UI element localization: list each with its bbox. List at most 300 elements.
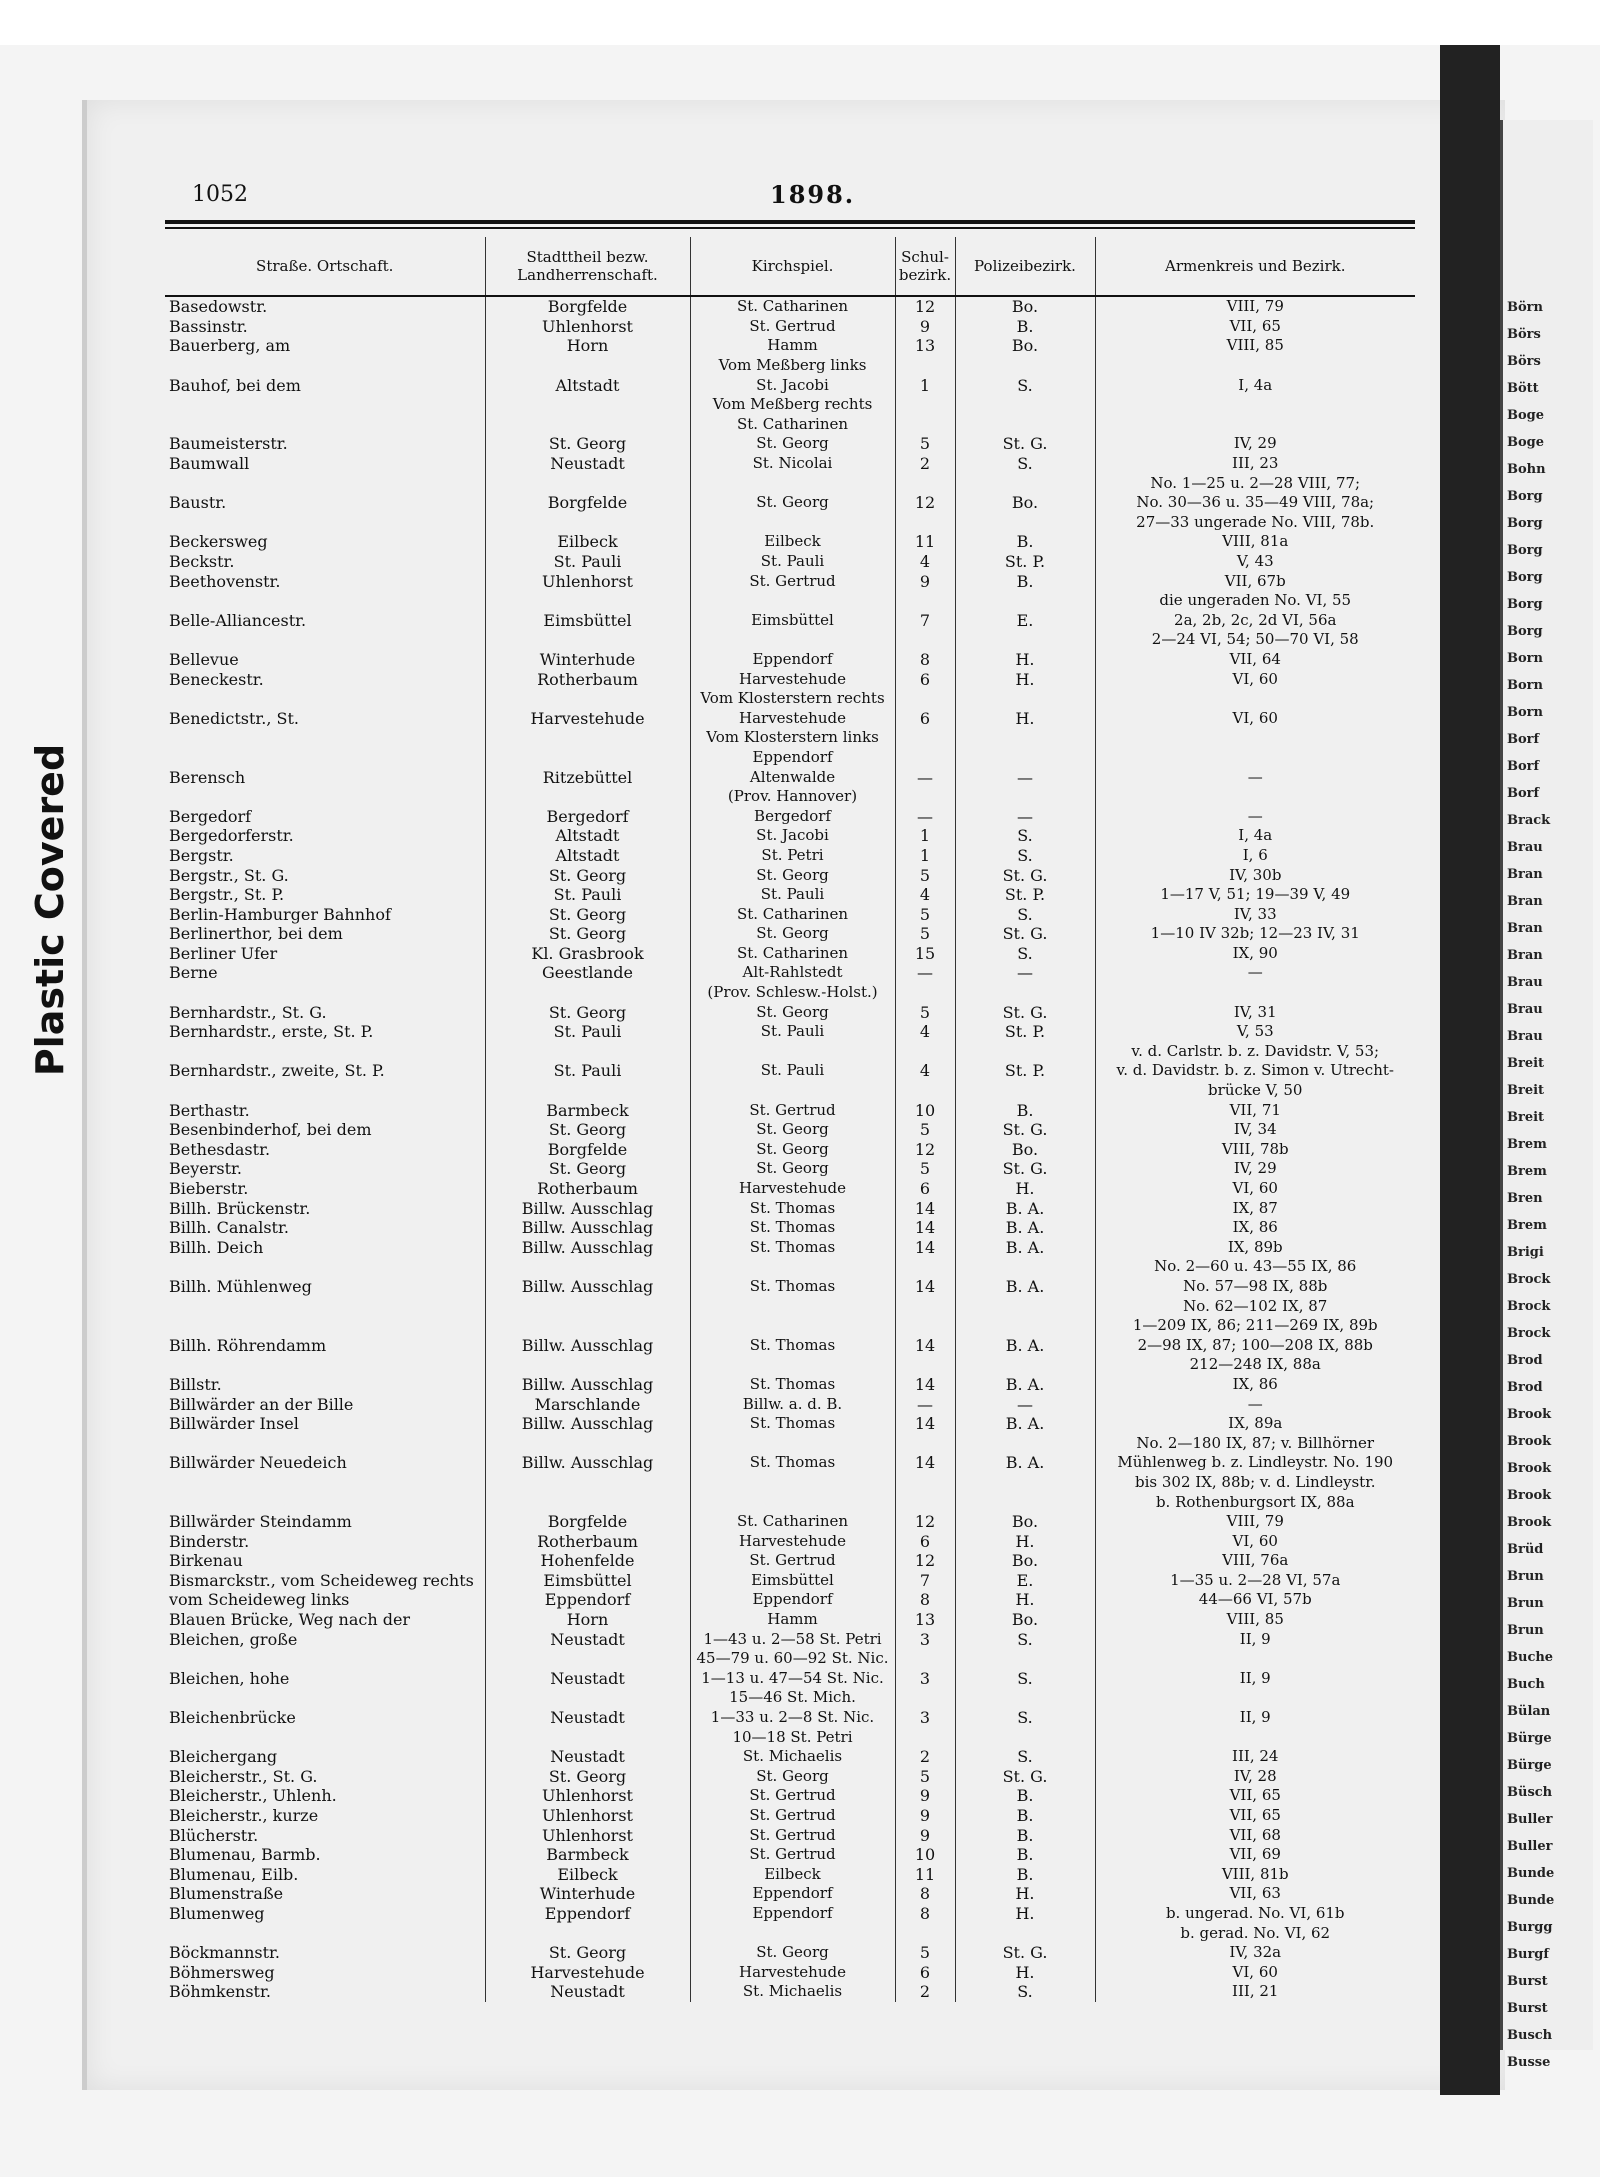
district-cell: Bergedorf [485,806,690,826]
school-cell: 4 [895,1061,955,1081]
poor-district-cell: No. 57—98 IX, 88b [1095,1277,1415,1297]
poor-district-cell: — [1095,1394,1415,1414]
poor-district-cell: VIII, 81b [1095,1865,1415,1885]
district-cell: Eilbeck [485,532,690,552]
school-cell [895,1688,955,1708]
poor-district-cell: VII, 63 [1095,1884,1415,1904]
parish-cell: Harvestehude [690,708,895,728]
street-cell [165,1473,485,1493]
street-cell: Beckstr. [169,552,235,572]
poor-district-cell: die ungeraden No. VI, 55 [1095,591,1415,611]
parish-cell: St. Georg [690,1159,895,1179]
school-cell: 2 [895,454,955,474]
parish-cell: St. Georg [690,865,895,885]
poor-district-cell: — [1095,963,1415,983]
school-cell [895,1081,955,1101]
table-row [165,1120,1415,1140]
parish-cell: St. Gertrud [690,571,895,591]
police-cell: E. [955,1571,1095,1591]
poor-district-cell: IX, 89b [1095,1238,1415,1258]
street-cell [165,1649,485,1669]
school-cell [895,473,955,493]
table-row [165,1610,1415,1630]
district-cell [485,748,690,768]
police-cell: B. [955,1845,1095,1865]
adjacent-page-fragment: Brun [1507,1569,1544,1584]
school-cell: 5 [895,1159,955,1179]
poor-district-cell [1095,1649,1415,1669]
street-cell: Böckmannstr. [169,1943,280,1963]
poor-district-cell: II, 9 [1095,1629,1415,1649]
table-row [165,806,1415,826]
district-cell: Uhlenhorst [485,571,690,591]
table-row [165,317,1415,337]
police-cell: B. A. [955,1375,1095,1395]
street-cell: Bleicherstr., St. G. [169,1766,318,1786]
poor-district-cell: — [1095,806,1415,826]
poor-district-cell: 1—209 IX, 86; 211—269 IX, 89b [1095,1316,1415,1336]
poor-district-cell [1095,689,1415,709]
adjacent-page-fragment: Brem [1507,1218,1547,1233]
district-cell [485,1433,690,1453]
table-row [165,1473,1415,1493]
poor-district-cell: IX, 89a [1095,1414,1415,1434]
school-cell: 14 [895,1453,955,1473]
school-cell [895,1042,955,1062]
street-cell [165,473,485,493]
adjacent-page-fragment: Borf [1507,732,1540,747]
police-cell: St. G. [955,1120,1095,1140]
school-cell: 4 [895,1022,955,1042]
school-cell [895,748,955,768]
poor-district-cell: VII, 65 [1095,1786,1415,1806]
parish-cell: Harvestehude [690,669,895,689]
parish-cell: St. Catharinen [690,1512,895,1532]
poor-district-cell: II, 9 [1095,1669,1415,1689]
police-cell: Bo. [955,1140,1095,1160]
street-cell [165,728,485,748]
district-cell [485,415,690,435]
police-cell: B. A. [955,1198,1095,1218]
police-cell: B. A. [955,1277,1095,1297]
police-cell: St. G. [955,1002,1095,1022]
table-row [165,630,1415,650]
police-cell [955,1649,1095,1669]
street-cell: Baustr. [169,493,227,513]
parish-cell: (Prov. Schlesw.-Holst.) [690,983,895,1003]
poor-district-cell [1095,395,1415,415]
district-cell: St. Pauli [485,1061,690,1081]
street-cell: Bernhardstr., zweite, St. P. [169,1061,385,1081]
police-cell [955,1923,1095,1943]
school-cell [895,1492,955,1512]
police-cell: St. G. [955,865,1095,885]
district-cell: Neustadt [485,1747,690,1767]
adjacent-page-fragment: Brau [1507,1029,1543,1044]
parish-cell: Eimsbüttel [690,611,895,631]
table-row [165,1669,1415,1689]
district-cell: Winterhude [485,1884,690,1904]
street-cell: Billwärder Neuedeich [169,1453,347,1473]
police-cell [955,630,1095,650]
street-cell: Bauhof, bei dem [169,375,301,395]
police-cell: S. [955,944,1095,964]
district-cell: Ritzebüttel [485,767,690,787]
school-cell: 12 [895,1551,955,1571]
parish-cell: St. Jacobi [690,826,895,846]
street-cell: Bethesdastr. [169,1139,271,1159]
police-cell: — [955,963,1095,983]
school-cell [895,1257,955,1277]
poor-district-cell: b. Rothenburgsort IX, 88a [1095,1492,1415,1512]
street-cell: Billstr. [169,1374,222,1394]
adjacent-page-fragment: Borg [1507,543,1543,558]
parish-cell: St. Georg [690,1943,895,1963]
school-cell: 14 [895,1335,955,1355]
district-cell: St. Georg [485,1120,690,1140]
poor-district-cell [1095,356,1415,376]
table-row [165,473,1415,493]
scan-border-top [0,0,1600,45]
table-row [165,1355,1415,1375]
school-cell: 2 [895,1982,955,2002]
poor-district-cell: VIII, 78b [1095,1140,1415,1160]
district-cell [485,728,690,748]
adjacent-page-fragment: Burgg [1507,1920,1553,1935]
street-cell: Baumwall [169,454,250,474]
police-cell [955,1081,1095,1101]
parish-cell: Vom Meßberg links [690,356,895,376]
police-cell: B. [955,317,1095,337]
district-cell: Neustadt [485,454,690,474]
table-row [165,1140,1415,1160]
parish-cell: St. Jacobi [690,375,895,395]
parish-cell: St. Georg [690,1120,895,1140]
school-cell: 12 [895,1140,955,1160]
poor-district-cell: IX, 87 [1095,1198,1415,1218]
table-row [165,1081,1415,1101]
district-cell: Barmbeck [485,1845,690,1865]
police-cell [955,591,1095,611]
school-cell [895,1355,955,1375]
district-cell: Rotherbaum [485,669,690,689]
street-cell [165,1355,485,1375]
school-cell: 2 [895,1747,955,1767]
table-row [165,708,1415,728]
table-row [165,395,1415,415]
table-row [165,650,1415,670]
poor-district-cell: VIII, 81a [1095,532,1415,552]
table-row [165,963,1415,983]
school-cell: 10 [895,1845,955,1865]
adjacent-page-fragment: Busse [1507,2055,1551,2070]
poor-district-cell: VI, 60 [1095,1962,1415,1982]
table-row [165,865,1415,885]
poor-district-cell: IX, 86 [1095,1218,1415,1238]
poor-district-cell: No. 2—60 u. 43—55 IX, 86 [1095,1257,1415,1277]
table-row [165,1786,1415,1806]
school-cell [895,1473,955,1493]
side-label: Plastic Covered [28,743,72,1077]
school-cell: 12 [895,493,955,513]
parish-cell [690,513,895,533]
adjacent-page-fragment: Buch [1507,1677,1545,1692]
district-cell: St. Georg [485,1002,690,1022]
street-directory-table [165,237,1415,2002]
district-cell: Uhlenhorst [485,317,690,337]
table-row [165,1159,1415,1179]
adjacent-page-fragment: Buller [1507,1812,1553,1827]
adjacent-page-fragment: Bürge [1507,1731,1552,1746]
district-cell: Billw. Ausschlag [485,1277,690,1297]
street-cell: Bleichergang [169,1747,278,1767]
adjacent-page-fragment: Brun [1507,1623,1544,1638]
adjacent-page-fragment: Brack [1507,813,1551,828]
police-cell: St. G. [955,924,1095,944]
street-cell: Bergstr. [169,845,234,865]
table-row [165,1531,1415,1551]
parish-cell: St. Thomas [690,1453,895,1473]
poor-district-cell: No. 62—102 IX, 87 [1095,1296,1415,1316]
district-cell: Billw. Ausschlag [485,1414,690,1434]
table-row [165,356,1415,376]
adjacent-page-fragment: Brun [1507,1596,1544,1611]
police-cell: H. [955,1884,1095,1904]
poor-district-cell: IV, 28 [1095,1767,1415,1787]
table-row [165,375,1415,395]
school-cell: 9 [895,1825,955,1845]
poor-district-cell: IX, 86 [1095,1375,1415,1395]
street-cell: Bergedorf [169,806,252,826]
parish-cell: St. Georg [690,1002,895,1022]
district-cell: Billw. Ausschlag [485,1218,690,1238]
street-cell [165,983,485,1003]
parish-cell [690,1296,895,1316]
school-cell [895,395,955,415]
school-cell: — [895,806,955,826]
street-cell [165,1727,485,1747]
adjacent-page-fragment: Borf [1507,786,1540,801]
adjacent-page-fragment: Born [1507,651,1543,666]
street-cell: Bieberstr. [169,1179,249,1199]
district-cell: Kl. Grasbrook [485,944,690,964]
table-row [165,1492,1415,1512]
table-row [165,1708,1415,1728]
school-cell [895,1649,955,1669]
street-cell: Bellevue [169,649,239,669]
district-cell [485,1257,690,1277]
school-cell [895,513,955,533]
parish-cell: Harvestehude [690,1531,895,1551]
poor-district-cell: b. ungerad. No. VI, 61b [1095,1904,1415,1924]
school-cell: 14 [895,1277,955,1297]
parish-cell: St. Thomas [690,1277,895,1297]
poor-district-cell: V, 43 [1095,552,1415,572]
parish-cell: Hamm [690,1610,895,1630]
parish-cell: St. Georg [690,493,895,513]
parish-cell: St. Thomas [690,1238,895,1258]
table-row [165,1747,1415,1767]
street-cell [165,415,485,435]
district-cell: Altstadt [485,846,690,866]
parish-cell: St. Catharinen [690,904,895,924]
table-row [165,1179,1415,1199]
district-cell: Harvestehude [485,708,690,728]
parish-cell: St. Thomas [690,1335,895,1355]
adjacent-page-fragment: Bran [1507,867,1543,882]
police-cell: — [955,1394,1095,1414]
school-cell [895,983,955,1003]
district-cell [485,983,690,1003]
district-cell: Uhlenhorst [485,1825,690,1845]
parish-cell [690,1257,895,1277]
table-row [165,1022,1415,1042]
street-cell: Bauerberg, am [169,336,291,356]
school-cell [895,415,955,435]
street-cell: Billwärder Steindamm [169,1512,352,1532]
street-cell [165,1042,485,1062]
school-cell: 8 [895,1904,955,1924]
parish-cell [690,1492,895,1512]
street-cell: Böhmersweg [169,1962,275,1982]
poor-district-cell [1095,728,1415,748]
table-row [165,1806,1415,1826]
police-cell: B. [955,1100,1095,1120]
adjacent-page-fragment: Bött [1507,381,1539,396]
district-cell: Borgfelde [485,493,690,513]
table-row [165,1767,1415,1787]
poor-district-cell: VIII, 79 [1095,296,1415,317]
school-cell: 14 [895,1375,955,1395]
police-cell: S. [955,375,1095,395]
adjacent-page [1500,120,1593,2070]
table-row [165,728,1415,748]
school-cell: 3 [895,1708,955,1728]
parish-cell: Eppendorf [690,748,895,768]
district-cell [485,1081,690,1101]
adjacent-page-fragment: Bülan [1507,1704,1551,1719]
col-header-street: Straße. Ortschaft. [165,237,485,296]
adjacent-page-fragment: Bren [1507,1191,1543,1206]
parish-cell: Eilbeck [690,1865,895,1885]
street-cell: Bismarckstr., vom Scheideweg rechts [169,1570,474,1590]
poor-district-cell: VIII, 85 [1095,336,1415,356]
police-cell [955,983,1095,1003]
police-cell: St. P. [955,1022,1095,1042]
parish-cell: Harvestehude [690,1962,895,1982]
poor-district-cell: III, 24 [1095,1747,1415,1767]
school-cell [895,630,955,650]
street-cell [165,1296,485,1316]
police-cell: St. P. [955,885,1095,905]
police-cell: H. [955,1904,1095,1924]
parish-cell: Eilbeck [690,532,895,552]
school-cell: 5 [895,1943,955,1963]
adjacent-page-fragment: Boge [1507,408,1545,423]
street-cell: Bleicherstr., kurze [169,1806,319,1826]
poor-district-cell [1095,787,1415,807]
parish-cell: Vom Meßberg rechts [690,395,895,415]
police-cell [955,1042,1095,1062]
street-cell [165,1081,485,1101]
poor-district-cell: V, 53 [1095,1022,1415,1042]
street-cell: Berthastr. [169,1100,250,1120]
table-row [165,493,1415,513]
police-cell: B. A. [955,1453,1095,1473]
table-row [165,1943,1415,1963]
police-cell: B. A. [955,1335,1095,1355]
poor-district-cell: 1—17 V, 51; 19—39 V, 49 [1095,885,1415,905]
adjacent-page-fragment: Breit [1507,1083,1545,1098]
table-header-row [165,237,1415,296]
parish-cell: 10—18 St. Petri [690,1727,895,1747]
parish-cell: St. Thomas [690,1198,895,1218]
parish-cell [690,1923,895,1943]
district-cell: St. Georg [485,1159,690,1179]
school-cell [895,591,955,611]
school-cell: 14 [895,1414,955,1434]
police-cell: St. G. [955,1767,1095,1787]
adjacent-page-fragment: Busch [1507,2028,1553,2043]
district-cell: St. Georg [485,924,690,944]
street-cell [165,689,485,709]
table-row [165,434,1415,454]
adjacent-page-fragment: Brook [1507,1407,1552,1422]
police-cell [955,1473,1095,1493]
district-cell: Borgfelde [485,1512,690,1532]
poor-district-cell: VIII, 85 [1095,1610,1415,1630]
district-cell: Billw. Ausschlag [485,1335,690,1355]
police-cell: B. [955,571,1095,591]
table-row [165,669,1415,689]
district-cell [485,1688,690,1708]
street-cell: Blumenau, Eilb. [169,1864,299,1884]
district-cell: Altstadt [485,375,690,395]
table-row [165,1316,1415,1336]
poor-district-cell: I, 4a [1095,375,1415,395]
police-cell: B. [955,1865,1095,1885]
adjacent-page-fragment: Bran [1507,921,1543,936]
parish-cell [690,1081,895,1101]
police-cell: St. P. [955,1061,1095,1081]
school-cell: 3 [895,1629,955,1649]
poor-district-cell [1095,1727,1415,1747]
parish-cell: Billw. a. d. B. [690,1394,895,1414]
district-cell [485,1923,690,1943]
table-row [165,1512,1415,1532]
street-cell: Billh. Deich [169,1237,264,1257]
poor-district-cell: 1—10 IV 32b; 12—23 IV, 31 [1095,924,1415,944]
poor-district-cell: 44—66 VI, 57b [1095,1590,1415,1610]
table-row [165,1688,1415,1708]
school-cell: 5 [895,865,955,885]
poor-district-cell: VI, 60 [1095,669,1415,689]
adjacent-page-fragment: Born [1507,705,1543,720]
street-cell: Bergstr., St. P. [169,885,285,905]
police-cell [955,1355,1095,1375]
adjacent-page-fragment: Breit [1507,1056,1545,1071]
adjacent-page-fragment: Bran [1507,894,1543,909]
parish-cell: Eppendorf [690,1590,895,1610]
table-row [165,826,1415,846]
adjacent-page-fragment: Borg [1507,570,1543,585]
school-cell: 5 [895,904,955,924]
police-cell: E. [955,611,1095,631]
street-cell: Beyerstr. [169,1159,242,1179]
school-cell: 8 [895,650,955,670]
school-cell: 9 [895,317,955,337]
school-cell [895,787,955,807]
